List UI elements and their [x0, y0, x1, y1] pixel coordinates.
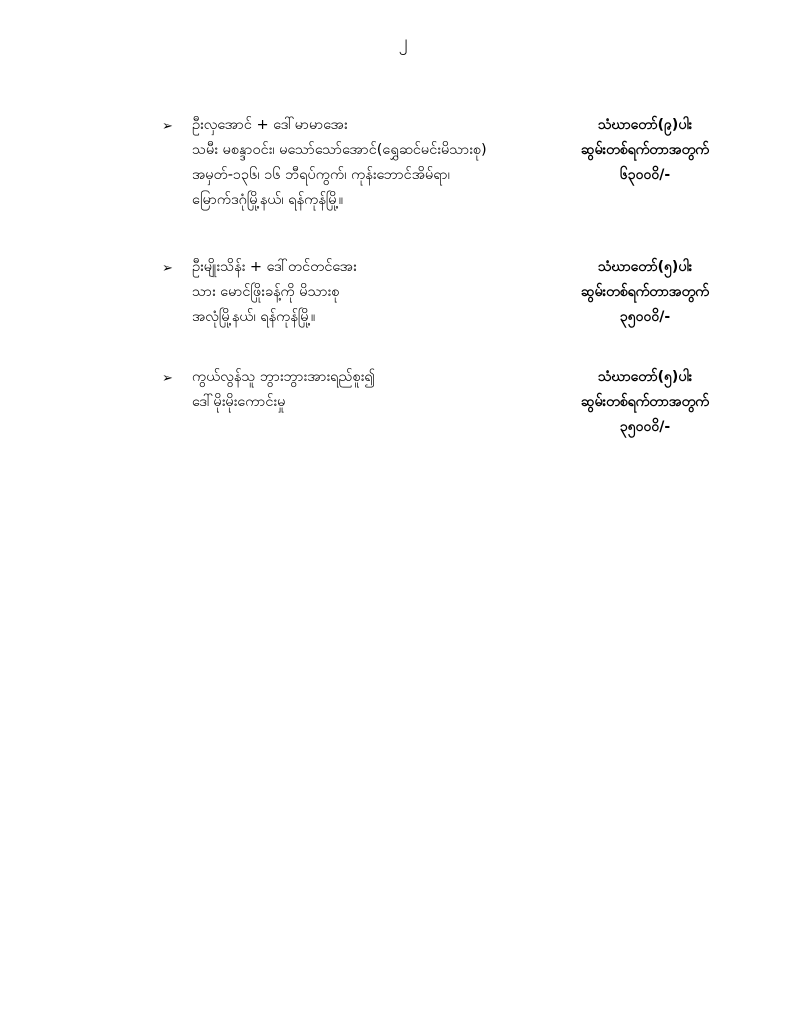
donor-details: [192, 255, 562, 330]
donation-amount: ၃၅၀၀၀ိ/-: [619, 309, 671, 325]
arrow-bullet-icon: ➢: [162, 371, 173, 386]
donation-amount: ၃၅၀၀၀ိ/-: [619, 419, 671, 435]
monk-count: သံဃာတော်(၅)ပါး: [597, 259, 693, 275]
donor-township: မြောက်ဒဂုံမြို့နယ်၊ ရန်ကုန်မြို့။: [192, 192, 344, 208]
donor-names: ဦးလှအောင် + ဒေါ်မာမာအေး: [192, 117, 348, 133]
memorial-dedication: ကွယ်လွန်သူ ဘွားဘွားအားရည်စူး၍: [192, 369, 376, 385]
donor-address: အမှတ်-၁၃၆၊ ၁၆ ဘီရပ်ကွက်၊ ကုန်းဘောင်အိမ်ရာ၊: [192, 167, 450, 183]
monk-count: သံဃာတော်(၉)ပါး: [597, 117, 693, 133]
donation-purpose: ဆွမ်းတစ်ရက်တာအတွက်: [581, 142, 709, 158]
donation-details: [560, 365, 730, 440]
donor-details: [192, 113, 562, 213]
donation-amount: ၆၃၀၀၀ိ/-: [619, 167, 671, 183]
donation-details: [560, 113, 730, 188]
donation-purpose: ဆွမ်းတစ်ရက်တာအတွက်: [581, 284, 709, 300]
donor-details: [192, 365, 562, 415]
donor-township: အလုံမြို့နယ်၊ ရန်ကုန်မြို့။: [192, 309, 316, 325]
donor-names: ဒေါ်မိုးမိုးကောင်းမှု: [192, 394, 286, 410]
donation-purpose: ဆွမ်းတစ်ရက်တာအတွက်: [581, 394, 709, 410]
donor-names: ဦးမျိုးသိန်း + ဒေါ်တင်တင်အေး: [192, 259, 357, 275]
arrow-bullet-icon: ➢: [162, 119, 173, 134]
monk-count: သံဃာတော်(၅)ပါး: [597, 369, 693, 385]
donor-family: သား မောင်ဖြိုးခန့်ကို မိသားစု: [192, 284, 340, 300]
page-number: ၂: [398, 31, 408, 52]
donation-details: [560, 255, 730, 330]
donor-family: သမီး မစန္ဒာဝင်း၊ မသော်သော်အောင်(ရွှေဆင်မင်းမိသားစု): [192, 142, 487, 158]
arrow-bullet-icon: ➢: [162, 261, 173, 276]
